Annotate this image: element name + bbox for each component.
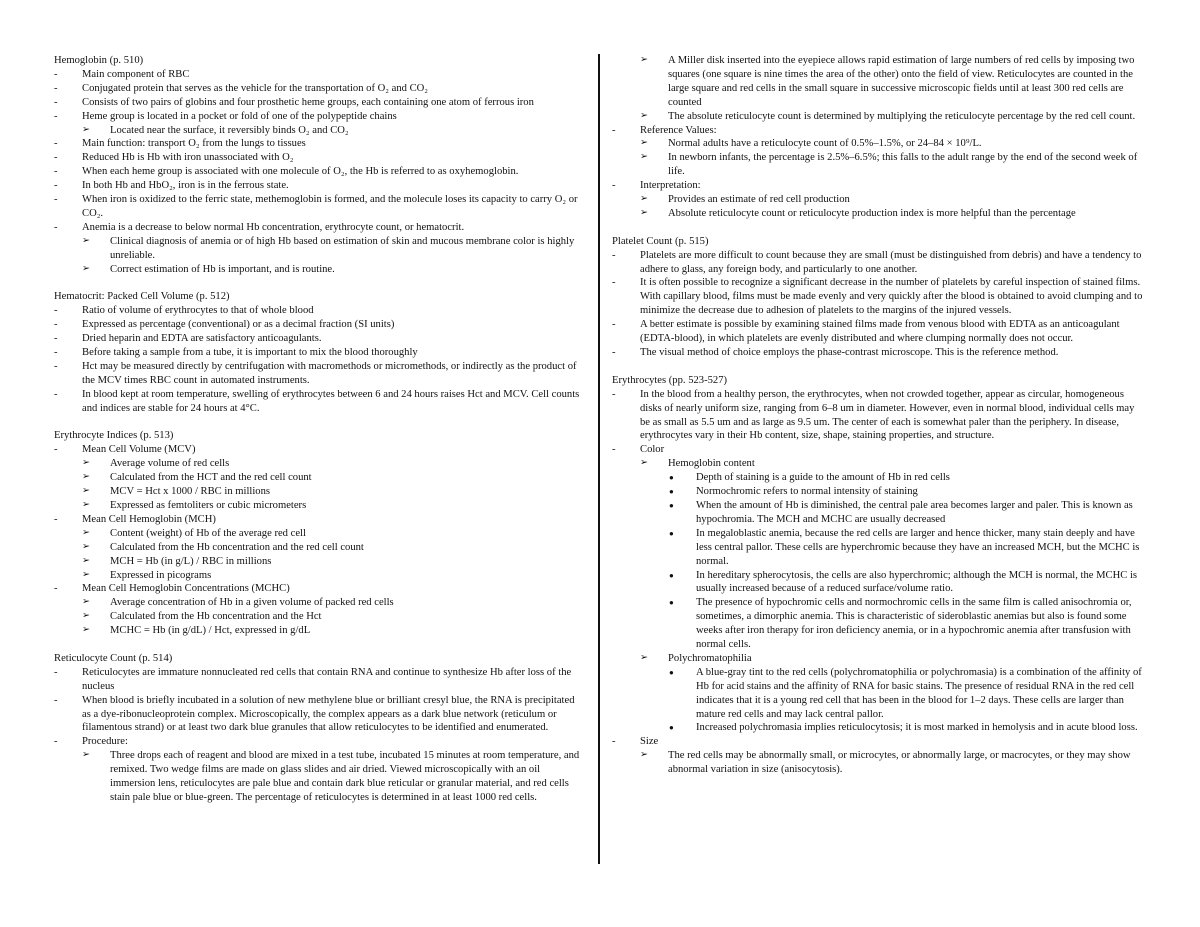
list-item [54,610,582,624]
list-item-text: Reduced Hb is Hb with iron unassociated with O₂ [82,152,294,164]
list-item [612,318,1145,346]
list-item [612,179,1145,193]
dot-bullet-icon: ● [669,500,674,510]
arrow-bullet-icon: ➢ [82,263,90,274]
list-item-text: Mean Cell Hemoglobin Concentrations (MCHC) [82,583,290,595]
list-item-text: When the amount of Hb is diminished, the central pale area becomes larger and paler. This is known as hypochromia. The MCH and MCHC are usually decreased [696,499,1133,525]
list-item-text: Normochromic refers to normal intensity of staining [696,486,918,498]
arrow-bullet-icon: ➢ [640,138,648,149]
list-item [54,165,582,179]
arrow-bullet-icon: ➢ [640,55,648,65]
arrow-bullet-icon: ➢ [82,235,90,246]
arrow-bullet-icon: ➢ [640,458,648,469]
list-item [612,749,1145,777]
list-item-text: In megaloblastic anemia, because the red cells are larger and hence thicker, many stain deeply and have less central pallor. These cells are hyperchromic because they have an increased MCH, but the MCHC is normal. [696,527,1140,567]
dot-bullet-icon: ● [669,473,674,483]
list-item [54,735,582,749]
list-item-text: The absolute reticulocyte count is determined by multiplying the reticulocyte percentage by the red cell count. [668,110,1136,122]
list-item [54,457,582,471]
dot-bullet-icon: ● [669,598,674,608]
dash-marker: - [54,305,58,317]
list-item [612,124,1145,138]
arrow-bullet-icon: ➢ [82,472,90,483]
section-gap [54,638,582,652]
list-item [612,721,1145,735]
list-item [54,582,582,596]
arrow-bullet-icon: ➢ [640,152,648,163]
section-heading: Reticulocyte Count (p. 514) [54,652,173,664]
list-item-text: A blue-gray tint to the red cells (polychromatophilia or polychromasia) is a combination of the affinity of Hb for acid stains and the affinity of RNA for basic stains. The presence of residual RNA in the red cell indicates that it is a young red cell that has been in the blood for 1–2 days. These cells are larger than mature red cells and may lack central pallor. [696,666,1142,720]
list-item-text: Dried heparin and EDTA are satisfactory anticoagulants. [82,333,322,345]
list-item [54,527,582,541]
list-item [54,221,582,235]
arrow-bullet-icon: ➢ [82,124,90,135]
dash-marker: - [54,666,58,678]
list-item-text: Expressed as femtoliters or cubic micrometers [110,499,307,511]
list-item-text: Hemoglobin content [668,458,755,470]
list-item [54,82,582,96]
list-item [54,443,582,457]
list-item-text: Expressed in picograms [110,569,212,581]
list-item-text: The red cells may be abnormally small, or microcytes, or abnormally large, or macrocytes, or they may show abnormal variation in size (anisocytosis). [668,750,1131,776]
list-item [612,735,1145,749]
list-item [54,513,582,527]
section-heading: Platelet Count (p. 515) [612,235,709,247]
arrow-bullet-icon: ➢ [82,569,90,580]
section-gap [54,416,582,430]
list-item [54,596,582,610]
dash-marker: - [54,694,58,706]
list-item [54,555,582,569]
list-item [54,471,582,485]
arrow-bullet-icon: ➢ [82,611,90,622]
list-item [54,360,582,388]
list-item [54,666,582,694]
dot-bullet-icon: ● [669,570,674,580]
arrow-bullet-icon: ➢ [82,750,90,761]
dash-marker: - [612,180,616,192]
list-item [612,388,1145,444]
dash-marker: - [54,96,58,108]
dash-marker: - [54,82,58,94]
list-item-text: Located near the surface, it reversibly binds O₂ and CO₂ [110,124,349,136]
dash-marker: - [612,277,616,289]
list-item [612,485,1145,499]
list-item-text: Consists of two pairs of globins and four prosthetic heme groups, each containing one atom of ferrous iron [82,96,534,108]
list-item [612,151,1145,179]
list-item [612,527,1145,569]
list-item-text: Calculated from the HCT and the red cell count [110,472,312,484]
dash-marker: - [54,194,58,206]
list-item-text: Ratio of volume of erythrocytes to that of whole blood [82,305,314,317]
arrow-bullet-icon: ➢ [82,541,90,552]
section-heading: Hematocrit: Packed Cell Volume (p. 512) [54,291,230,303]
list-item-text: In the blood from a healthy person, the erythrocytes, when not crowded together, appear as circular, homogeneous disks of nearly uniform size, ranging from 6–8 um in diameter. However, even in normal blood, individual cells may be as small as 5.5 um and as large as 9.5 um. The center of each is somewhat paler than the periphery. In disease, erythrocytes vary in their Hb content, size, shape, staining properties, and structure. [640,388,1135,442]
list-item-text: It is often possible to recognize a significant decrease in the number of platelets by careful inspection of stained films. With capillary blood, films must be made evenly and very quickly after the blood is obtained to avoid clumping and to minimize the decrease due to adhesion of platelets to the margins of the injured vessels. [640,277,1143,317]
list-item [54,96,582,110]
list-item-text: Hct may be measured directly by centrifugation with macromethods or micromethods, or indirectly as the product of the MCV times RBC count in automated instruments. [82,360,577,386]
right-column [612,54,1145,777]
section [612,54,1145,221]
list-item-text: Before taking a sample from a tube, it is important to mix the blood thoroughly [82,347,418,359]
list-item-text: Interpretation: [640,180,701,192]
section-gap [612,360,1145,374]
arrow-bullet-icon: ➢ [82,527,90,538]
list-item [54,624,582,638]
dash-marker: - [612,319,616,331]
list-item-text: When iron is oxidized to the ferric state, methemoglobin is formed, and the molecule loses its capacity to carry O₂ or CO₂. [82,194,578,219]
list-item-text: Provides an estimate of red cell production [668,194,850,206]
list-item [612,569,1145,597]
dash-marker: - [612,444,616,456]
dash-marker: - [54,319,58,331]
list-item [54,68,582,82]
list-item-text: MCV = Hct x 1000 / RBC in millions [110,486,270,498]
list-item-text: Size [640,736,659,748]
dash-marker: - [54,110,58,122]
list-item-text: Depth of staining is a guide to the amount of Hb in red cells [696,472,950,484]
dot-bullet-icon: ● [669,723,674,733]
list-item-text: When each heme group is associated with one molecule of O₂, the Hb is referred to as oxyhemoglobin. [82,166,519,178]
list-item [54,179,582,193]
list-item-text: Increased polychromasia implies reticulocytosis; it is most marked in hemolysis and in acute blood loss. [696,722,1138,734]
dash-marker: - [54,180,58,192]
list-item [612,346,1145,360]
list-item [54,235,582,263]
list-item-text: Content (weight) of Hb of the average red cell [110,527,306,539]
arrow-bullet-icon: ➢ [82,555,90,566]
list-item [612,499,1145,527]
dash-marker: - [54,166,58,178]
list-item-text: MCHC = Hb (in g/dL) / Hct, expressed in g/dL [110,625,311,637]
list-item [54,110,582,124]
list-item [54,124,582,138]
arrow-bullet-icon: ➢ [82,597,90,608]
list-item [54,151,582,165]
dash-marker: - [54,152,58,164]
list-item [54,749,582,805]
list-item-text: In newborn infants, the percentage is 2.5%–6.5%; this falls to the adult range by the end of the second week of life. [668,152,1138,178]
list-item [612,471,1145,485]
list-item-text: Reference Values: [640,124,717,136]
dash-marker: - [54,444,58,456]
dash-marker: - [54,360,58,372]
list-item-text: Color [640,444,665,456]
list-item-text: Platelets are more difficult to count because they are small (must be distinguished from debris) and have a tendency to adhere to glass, any foreign body, and particularly to one another. [640,249,1142,275]
list-item-text: A better estimate is possible by examining stained films made from venous blood with EDTA as an anticoagulant (EDTA-blood), in which platelets are evenly distributed and where clumping normally does not occur. [640,319,1120,345]
list-item-text: MCH = Hb (in g/L) / RBC in millions [110,555,272,567]
list-item-text: In blood kept at room temperature, swelling of erythrocytes between 6 and 24 hours raises Hct and MCV. Cell counts and indices are stable for 24 hours at 4°C. [82,388,580,414]
list-item-text: In hereditary spherocytosis, the cells are also hyperchromic; although the MCH is normal, the MCHC is usually increased because of a reduced surface/volume ratio. [696,569,1138,595]
list-item-text: Average concentration of Hb in a given volume of packed red cells [110,597,394,609]
arrow-bullet-icon: ➢ [640,652,648,663]
list-item-text: In both Hb and HbO₂, iron is in the ferrous state. [82,180,289,192]
list-item-text: Calculated from the Hb concentration and the Hct [110,611,322,623]
list-item [54,569,582,583]
list-item-text: A Miller disk inserted into the eyepiece allows rapid estimation of large numbers of red cells by imposing two squares (one square is nine times the area of the other) onto the field of view. Reticulocytes are counted in the large square and red cells in the small square in successive microscopic fields until at least 300 red cells are counted [668,55,1135,108]
dash-marker: - [54,68,58,80]
list-item-text: Three drops each of reagent and blood are mixed in a test tube, incubated 15 minutes at room temperature, and remixed. Two wedge films are made on glass slides and air dried. Viewed microscopically with an oil immersion lens, reticulocytes are pale blue and contain dark blue reticular or granular material, and red cells stain pale blue or blue-green. The percentage of reticulocytes is determined in at least 1000 red cells. [110,750,580,803]
list-item-text: Reticulocytes are immature nonnucleated red cells that contain RNA and continue to synthesize Hb after loss of the nucleus [82,666,572,692]
dash-marker: - [54,736,58,748]
dash-marker: - [54,347,58,359]
dash-marker: - [612,124,616,136]
arrow-bullet-icon: ➢ [640,110,648,121]
list-item [54,193,582,221]
list-item [612,207,1145,221]
dash-marker: - [54,138,58,150]
arrow-bullet-icon: ➢ [640,194,648,205]
dash-marker: - [54,583,58,595]
dot-bullet-icon: ● [669,487,674,497]
list-item [612,666,1145,722]
section-heading: Hemoglobin (p. 510) [54,55,144,66]
list-item [612,54,1145,110]
list-item-text: When blood is briefly incubated in a solution of new methylene blue or brilliant cresyl blue, the RNA is precipitated as a dye-ribonucleoprotein complex. Microscopically, the complex appears as a dark blue network (reticulum or filamentous strand) or at least two dark blue granules that allow reticulocytes to be identified and enumerated. [82,694,575,734]
dash-marker: - [54,333,58,345]
arrow-bullet-icon: ➢ [82,486,90,497]
list-item [612,443,1145,457]
dash-marker: - [54,388,58,400]
list-item [612,652,1145,666]
list-item-text: Mean Cell Volume (MCV) [82,444,196,456]
section [612,235,1145,360]
list-item-text: Clinical diagnosis of anemia or of high Hb based on estimation of skin and mucous membrane color is highly unreliable. [110,235,575,261]
list-item [54,318,582,332]
list-item-text: Conjugated protein that serves as the vehicle for the transportation of O₂ and CO₂ [82,82,428,94]
section-heading: Erythrocytes (pp. 523-527) [612,374,728,386]
list-item-text: Mean Cell Hemoglobin (MCH) [82,513,216,525]
list-item-text: Calculated from the Hb concentration and the red cell count [110,541,364,553]
list-item [612,193,1145,207]
section-heading: Erythrocyte Indices (p. 513) [54,430,174,442]
dash-marker: - [54,221,58,233]
dash-marker: - [612,347,616,359]
list-item [54,499,582,513]
list-item [54,694,582,736]
arrow-bullet-icon: ➢ [82,625,90,636]
list-item [54,263,582,277]
list-item [54,137,582,151]
list-item [54,304,582,318]
section-gap [54,277,582,291]
list-item [54,332,582,346]
arrow-bullet-icon: ➢ [640,207,648,218]
section [54,290,582,415]
list-item-text: The presence of hypochromic cells and normochromic cells in the same film is called anisochromia or, sometimes, a dimorphic anemia. This is characteristic of sideroblastic anemias but also is found some weeks after iron therapy for iron deficiency anemia, or in a hypochromic anemia after transfusion with normal cells. [696,597,1132,651]
arrow-bullet-icon: ➢ [82,458,90,469]
section [54,652,582,805]
column-divider [598,54,600,864]
list-item [612,596,1145,652]
list-item [612,276,1145,318]
list-item-text: Anemia is a decrease to below normal Hb concentration, erythrocyte count, or hematocrit. [82,221,465,233]
list-item [612,249,1145,277]
dash-marker: - [54,513,58,525]
arrow-bullet-icon: ➢ [640,750,648,761]
dash-marker: - [612,249,616,261]
list-item-text: Main function: transport O₂ from the lungs to tissues [82,138,306,150]
list-item [54,541,582,555]
section [54,54,582,277]
list-item-text: Correct estimation of Hb is important, and is routine. [110,263,335,275]
dash-marker: - [612,736,616,748]
list-item-text: Normal adults have a reticulocyte count of 0.5%–1.5%, or 24–84 × 10⁹/L. [668,138,982,150]
left-column [54,54,582,805]
list-item-text: Procedure: [82,736,128,748]
list-item-text: Expressed as percentage (conventional) or as a decimal fraction (SI units) [82,319,395,331]
list-item [612,137,1145,151]
list-item-text: Main component of RBC [82,68,190,80]
list-item [54,485,582,499]
dash-marker: - [612,388,616,400]
list-item [612,110,1145,124]
list-item [54,346,582,360]
list-item-text: Polychromatophilia [668,652,752,664]
list-item-text: Average volume of red cells [110,458,230,470]
list-item-text: Heme group is located in a pocket or fold of one of the polypeptide chains [82,110,397,122]
arrow-bullet-icon: ➢ [82,499,90,510]
list-item [54,388,582,416]
section [612,374,1145,777]
list-item-text: Absolute reticulocyte count or reticulocyte production index is more helpful than the percentage [668,207,1076,219]
section-gap [612,221,1145,235]
dot-bullet-icon: ● [669,667,674,677]
list-item-text: The visual method of choice employs the phase-contrast microscope. This is the reference method. [640,347,1059,359]
dot-bullet-icon: ● [669,528,674,538]
list-item [612,457,1145,471]
section [54,429,582,638]
